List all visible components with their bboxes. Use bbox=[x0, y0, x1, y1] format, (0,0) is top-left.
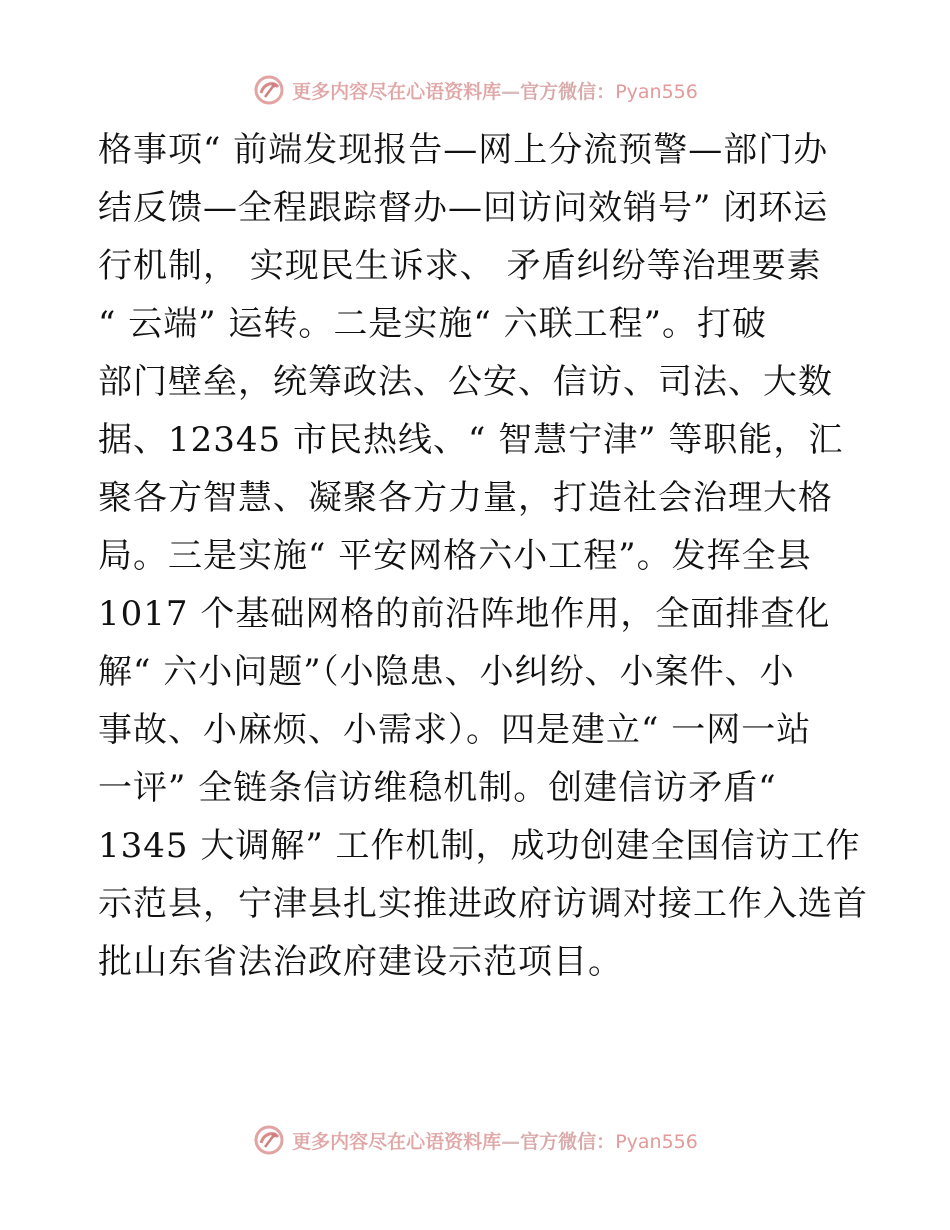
header-watermark bbox=[0, 70, 950, 110]
paragraph-line: 示范县，宁津县扎实推进政府访调对接工作入选首 bbox=[98, 884, 868, 924]
watermark-dash: — bbox=[501, 1130, 521, 1153]
watermark-site-name: 更多内容尽在心语资料库 bbox=[292, 80, 502, 103]
footer-watermark bbox=[0, 1120, 950, 1160]
paragraph-line: 部门壁垒，统筹政法、公安、信访、司法、大数 bbox=[98, 362, 833, 402]
watermark-wechat-id: Pyan556 bbox=[615, 80, 698, 103]
swirl-logo-icon bbox=[252, 73, 286, 107]
watermark-site-name: 更多内容尽在心语资料库 bbox=[292, 1130, 502, 1153]
paragraph-line: 局。三是实施“ 平安网格六小工程”。发挥全县 bbox=[98, 536, 812, 576]
paragraph-line: 据、12345 市民热线、“ 智慧宁津” 等职能，汇 bbox=[98, 420, 844, 460]
document-paragraph bbox=[98, 121, 868, 991]
paragraph-line: 1345 大调解” 工作机制，成功创建全国信访工作 bbox=[98, 826, 861, 866]
watermark-wechat-id: Pyan556 bbox=[615, 1130, 698, 1153]
paragraph-line: 1017 个基础网格的前沿阵地作用，全面排查化 bbox=[98, 594, 831, 634]
paragraph-line: 一评” 全链条信访维稳机制。创建信访矛盾“ bbox=[98, 768, 777, 808]
paragraph-line: 结反馈—全程跟踪督办—回访问效销号” 闭环运 bbox=[98, 188, 829, 228]
paragraph-line: 聚各方智慧、凝聚各方力量，打造社会治理大格 bbox=[98, 478, 833, 518]
watermark-text bbox=[292, 77, 698, 104]
paragraph-line: 事故、小麻烦、小需求）。四是建立“ 一网一站 bbox=[98, 710, 812, 750]
paragraph-line: 批山东省法治政府建设示范项目。 bbox=[98, 942, 623, 982]
paragraph-line: “ 云端” 运转。二是实施“ 六联工程”。打破 bbox=[98, 304, 767, 344]
swirl-logo-icon bbox=[252, 1123, 286, 1157]
paragraph-line: 格事项“ 前端发现报告—网上分流预警—部门办 bbox=[98, 130, 829, 170]
watermark-text bbox=[292, 1127, 698, 1154]
watermark-wechat-label: 官方微信： bbox=[520, 80, 616, 103]
paragraph-line: 行机制， 实现民生诉求、 矛盾纠纷等治理要素 bbox=[98, 246, 822, 286]
paragraph-line: 解“ 六小问题”（小隐患、小纠纷、小案件、小 bbox=[98, 652, 795, 692]
watermark-dash: — bbox=[501, 80, 521, 103]
watermark-wechat-label: 官方微信： bbox=[520, 1130, 616, 1153]
